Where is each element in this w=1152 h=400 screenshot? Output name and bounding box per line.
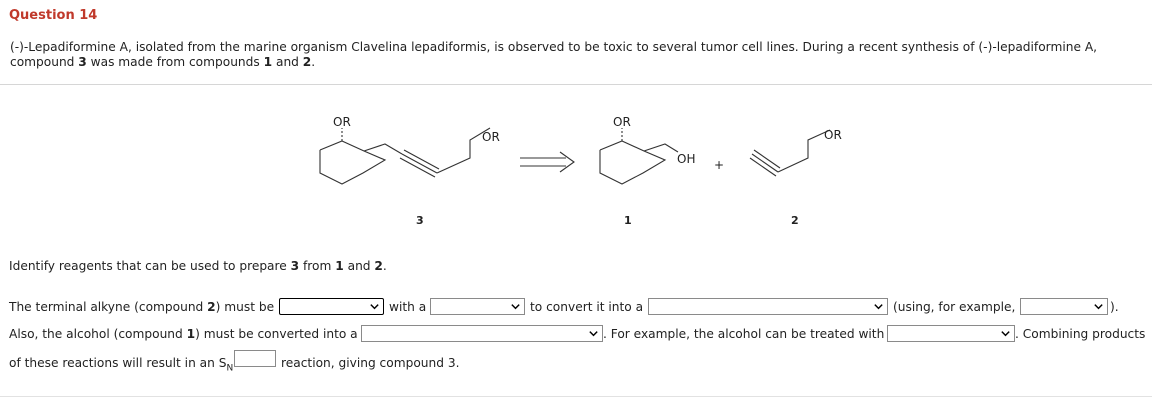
sentence1-part2: with a: [389, 300, 427, 314]
compound-2-chain: [778, 130, 830, 172]
label-compound-3: 3: [416, 214, 424, 227]
sentence2-part3: . Combining products: [1015, 327, 1146, 341]
sentence-text: Also, the alcohol (compound: [9, 327, 187, 341]
compound-ref-1: 1: [263, 55, 273, 69]
sn-subscript: N: [226, 363, 234, 374]
dropdown-6[interactable]: [887, 325, 1015, 342]
sentence-text: ) must be converted into a: [195, 327, 358, 341]
dropdown-2[interactable]: [430, 298, 525, 315]
sentence1-part1: [9, 300, 274, 314]
sentence-text: The terminal alkyne (compound: [9, 300, 208, 314]
bottom-divider: [0, 396, 1152, 397]
sentence-ref-1: 1: [186, 327, 196, 341]
question-title: Question 14: [9, 8, 98, 23]
prompt-text: Identify reagents that can be used to prepare: [9, 259, 291, 273]
label-plus: +: [714, 158, 725, 172]
label-or-1-top: OR: [613, 115, 631, 129]
question-stem: [10, 40, 1140, 70]
sentence1-part3: to convert it into a: [530, 300, 644, 314]
prompt-text: from: [299, 259, 336, 273]
stem-divider: [0, 84, 1152, 85]
compound-ref-3: 3: [78, 55, 87, 69]
sentence3-part2: reaction, giving compound 3.: [281, 356, 460, 370]
stem-text: and: [272, 55, 303, 69]
sentence2-part2: . For example, the alcohol can be treated with: [603, 327, 885, 341]
prompt-line: [9, 259, 387, 273]
prompt-ref-3: 3: [290, 259, 300, 273]
dropdown-3[interactable]: [648, 298, 888, 315]
chevron-down-icon: [588, 328, 599, 339]
sentence1-part5: ).: [1110, 300, 1119, 314]
chevron-down-icon: [1000, 328, 1011, 339]
chevron-down-icon: [1093, 301, 1104, 312]
stem-line-2: [10, 55, 1140, 70]
dropdown-1[interactable]: [279, 298, 384, 315]
prompt-text: .: [382, 259, 387, 273]
stem-line-1: (-)-Lepadiformine A, isolated from the marine organism Clavelina lepadiformis, is observed to be toxic to several tumor cell lines. During a recent synthesis of (-)-lepadiformine A,: [10, 40, 1098, 54]
sentence-ref-2: 2: [207, 300, 216, 314]
compound-3-chain: [364, 144, 402, 154]
reaction-scheme: [0, 100, 1152, 240]
prompt-ref-1: 1: [335, 259, 344, 273]
label-compound-2: 2: [791, 214, 799, 227]
sentence3-part1: [9, 356, 233, 373]
label-or-2: OR: [824, 128, 842, 142]
stem-text: compound: [10, 55, 79, 69]
prompt-text: and: [343, 259, 375, 273]
stem-text: was made from compounds: [86, 55, 264, 69]
stem-text: .: [311, 55, 316, 69]
chevron-down-icon: [369, 301, 380, 312]
label-compound-1: 1: [624, 214, 632, 227]
label-or-3-top: OR: [333, 115, 351, 129]
label-oh-1: OH: [677, 152, 696, 166]
sentence-text: ) must be: [215, 300, 275, 314]
sentence2-part1: [9, 327, 358, 341]
sentence-text: of these reactions will result in an S: [9, 356, 227, 370]
dropdown-5[interactable]: [361, 325, 603, 342]
retrosynthesis-arrow: [520, 152, 574, 172]
label-or-3-right: OR: [482, 130, 500, 144]
dropdown-4[interactable]: [1020, 298, 1108, 315]
chevron-down-icon: [873, 301, 884, 312]
chevron-down-icon: [510, 301, 521, 312]
prompt-ref-2: 2: [374, 259, 383, 273]
sn-order-input[interactable]: [234, 350, 276, 367]
sentence1-part4: (using, for example,: [893, 300, 1016, 314]
compound-ref-2: 2: [302, 55, 312, 69]
